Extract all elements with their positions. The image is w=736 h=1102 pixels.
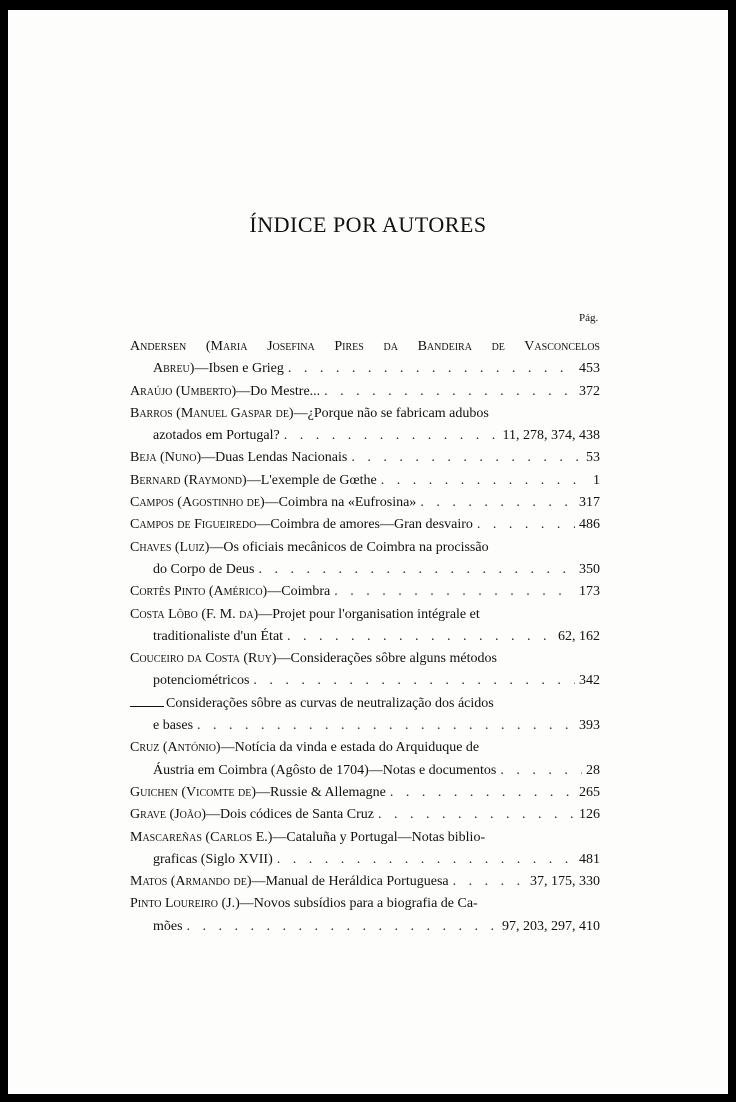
entry-author: Campos de Figueiredo bbox=[130, 517, 257, 533]
entry-pages: 53 bbox=[586, 450, 600, 466]
entry-title: —Duas Lendas Nacionais bbox=[201, 450, 348, 466]
entry-title: —Russie & Allemagne bbox=[255, 784, 386, 800]
index-entry bbox=[130, 804, 600, 826]
entry-pages: 350 bbox=[579, 561, 600, 577]
entry-title-continued: e bases bbox=[153, 718, 194, 734]
index-entry bbox=[130, 537, 600, 582]
entry-title-continued: mões bbox=[153, 918, 183, 934]
entry-pages: 342 bbox=[579, 673, 600, 689]
entry-title: —Dois códices de Santa Cruz bbox=[205, 807, 374, 823]
entry-author: Pinto Loureiro (J.) bbox=[130, 896, 240, 912]
entry-title: —L'exemple de Gœthe bbox=[246, 472, 377, 488]
index-entry bbox=[130, 782, 600, 804]
entry-pages: 317 bbox=[579, 495, 600, 511]
dot-leader bbox=[259, 559, 576, 581]
page-column-label: Pág. bbox=[579, 312, 599, 324]
entry-pages: 97, 203, 297, 410 bbox=[502, 918, 600, 934]
index-entry bbox=[130, 492, 600, 514]
dot-leader bbox=[351, 447, 582, 469]
entry-author: Mascareñas (Carlos E.) bbox=[130, 829, 273, 845]
entry-title: —Coimbra bbox=[267, 584, 331, 600]
entry-author: Cortês Pinto (Américo) bbox=[130, 584, 268, 600]
entry-pages: 173 bbox=[579, 584, 600, 600]
document-page bbox=[8, 10, 728, 1094]
index-entry bbox=[130, 447, 600, 469]
dot-leader bbox=[284, 425, 499, 447]
entry-pages: 481 bbox=[579, 851, 600, 867]
ditto-dash bbox=[130, 706, 164, 707]
dot-leader bbox=[390, 782, 575, 804]
entry-pages: 37, 175, 330 bbox=[530, 874, 600, 890]
entry-title-continued: do Corpo de Deus bbox=[153, 561, 255, 577]
entry-title: —Coimbra na «Eufrosina» bbox=[264, 495, 417, 511]
dot-leader bbox=[324, 381, 575, 403]
author-index bbox=[130, 336, 600, 938]
entry-title: —Os oficiais mecânicos de Coimbra na procissão bbox=[209, 539, 489, 555]
entry-author: Bernard (Raymond) bbox=[130, 472, 247, 488]
dot-leader bbox=[277, 849, 575, 871]
entry-author: Cruz (António) bbox=[130, 740, 221, 756]
entry-pages: 62, 162 bbox=[558, 628, 600, 644]
dot-leader bbox=[420, 492, 575, 514]
entry-title: —Cataluña y Portugal—Notas biblio- bbox=[272, 829, 486, 845]
entry-title: —Ibsen e Grieg bbox=[194, 361, 284, 377]
entry-title: —¿Porque não se fabricam adubos bbox=[293, 405, 489, 421]
entry-title: —Considerações sôbre alguns métodos bbox=[276, 651, 497, 667]
dot-leader bbox=[381, 470, 589, 492]
entry-pages: 265 bbox=[579, 784, 600, 800]
entry-author-continued: Abreu) bbox=[153, 361, 195, 377]
entry-title: —Do Mestre... bbox=[236, 383, 321, 399]
entry-pages: 486 bbox=[579, 517, 600, 533]
entry-pages: 1 bbox=[593, 472, 600, 488]
entry-pages: 453 bbox=[579, 361, 600, 377]
entry-title: —Manual de Heráldica Portuguesa bbox=[251, 874, 449, 890]
index-entry bbox=[130, 581, 600, 603]
entry-pages: 393 bbox=[579, 718, 600, 734]
index-entry bbox=[130, 403, 600, 448]
entry-author: Costa Lôbo (F. M. da) bbox=[130, 606, 259, 622]
dot-leader bbox=[187, 916, 498, 938]
entry-pages: 28 bbox=[586, 762, 600, 778]
dot-leader bbox=[453, 871, 526, 893]
entry-author: Barros (Manuel Gaspar de) bbox=[130, 405, 294, 421]
index-entry bbox=[130, 381, 600, 403]
index-entry bbox=[130, 514, 600, 536]
entry-pages: 126 bbox=[579, 807, 600, 823]
index-entry bbox=[130, 470, 600, 492]
index-entry bbox=[130, 604, 600, 649]
entry-author: Guichen (Vicomte de) bbox=[130, 784, 256, 800]
entry-author: Beja (Nuno) bbox=[130, 450, 202, 466]
dot-leader bbox=[197, 715, 575, 737]
index-entry bbox=[130, 737, 600, 782]
entry-title: —Novos subsídios para a biografia de Ca- bbox=[239, 896, 478, 912]
entry-title-continued: traditionaliste d'un État bbox=[153, 628, 284, 644]
entry-title: Considerações sôbre as curvas de neutralização dos ácidos bbox=[166, 695, 494, 711]
entry-author: Matos (Armando de) bbox=[130, 874, 252, 890]
dot-leader bbox=[287, 626, 554, 648]
dot-leader bbox=[288, 358, 575, 380]
entry-author: Couceiro da Costa (Ruy) bbox=[130, 651, 277, 667]
entry-title: —Notícia da vinda e estada do Arquiduque de bbox=[220, 740, 480, 756]
dot-leader bbox=[477, 514, 575, 536]
index-entry bbox=[130, 336, 600, 381]
index-entry bbox=[130, 648, 600, 693]
entry-pages: 372 bbox=[579, 383, 600, 399]
entry-title: —Projet pour l'organisation intégrale et bbox=[258, 606, 480, 622]
dot-leader bbox=[253, 670, 575, 692]
index-entry bbox=[130, 893, 600, 938]
entry-author: Campos (Agostinho de) bbox=[130, 495, 265, 511]
index-entry bbox=[130, 871, 600, 893]
entry-author: Grave (João) bbox=[130, 807, 206, 823]
entry-title-continued: Áustria em Coimbra (Agôsto de 1704)—Notas e documentos bbox=[153, 762, 497, 778]
dot-leader bbox=[378, 804, 575, 826]
entry-title: —Coimbra de amores—Gran desvairo bbox=[256, 517, 473, 533]
page-title: ÍNDICE POR AUTORES bbox=[249, 212, 487, 237]
entry-pages: 11, 278, 374, 438 bbox=[502, 428, 600, 444]
entry-author: Andersen (Maria Josefina Pires da Bandeira de Vasconcelos bbox=[130, 339, 600, 354]
entry-title-continued: potenciométricos bbox=[153, 673, 250, 689]
entry-title-continued: azotados em Portugal? bbox=[153, 428, 280, 444]
index-entry bbox=[130, 827, 600, 872]
dot-leader bbox=[500, 760, 582, 782]
dot-leader bbox=[334, 581, 575, 603]
entry-author: Araújo (Umberto) bbox=[130, 383, 237, 399]
index-entry bbox=[130, 693, 600, 738]
entry-title-continued: graficas (Siglo XVII) bbox=[153, 851, 273, 867]
entry-author: Chaves (Luiz) bbox=[130, 539, 210, 555]
